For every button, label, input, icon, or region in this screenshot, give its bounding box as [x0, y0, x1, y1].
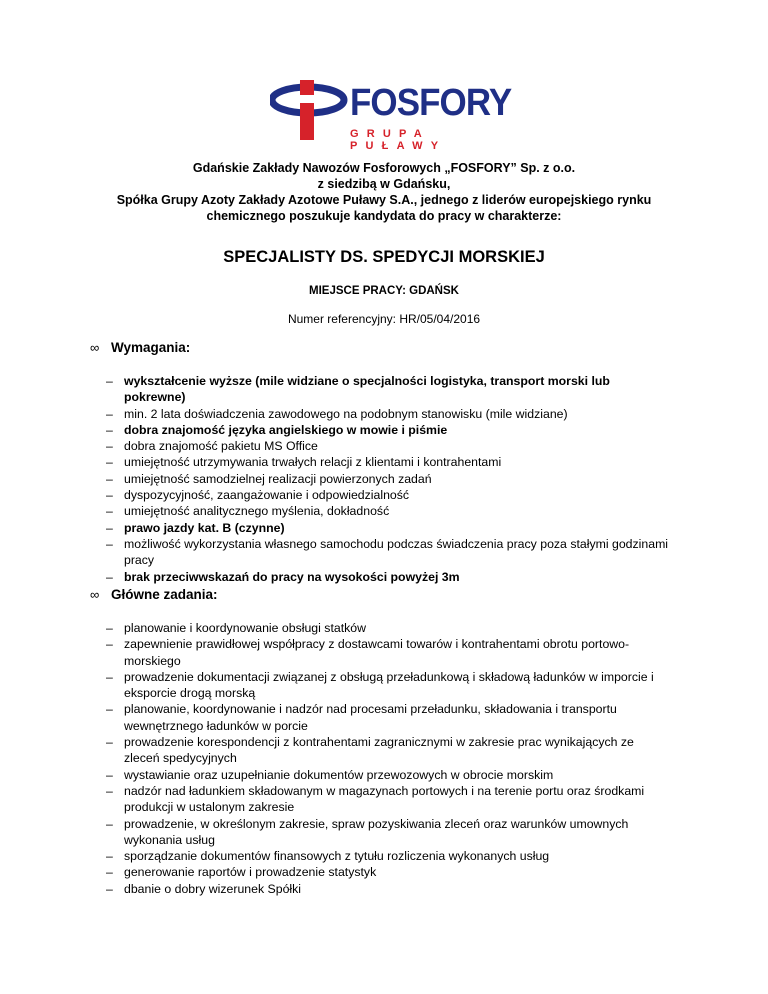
dash-bullet-icon: –	[106, 637, 113, 652]
list-item-text: prowadzenie korespondencji z kontrahentami zagranicznymi w zakresie prac wynikających ze zleceń spedycyjnych	[124, 735, 634, 766]
infinity-bullet-icon: ∞	[90, 587, 100, 602]
list-item	[106, 701, 672, 734]
company-intro	[90, 160, 678, 224]
dash-bullet-icon: –	[106, 455, 113, 470]
list-item	[106, 569, 672, 585]
logo-brand-text: FOSFORY	[350, 82, 512, 124]
list-item-text: generowanie raportów i prowadzenie statystyk	[124, 865, 377, 880]
list-item	[106, 734, 672, 767]
list-item	[106, 454, 672, 470]
list-item-text: dbanie o dobry wizerunek Spółki	[124, 881, 302, 896]
list-item	[106, 503, 672, 519]
list-item	[106, 471, 672, 487]
dash-bullet-icon: –	[106, 504, 113, 519]
list-item-text: wystawianie oraz uzupełnianie dokumentów przewozowych w obrocie morskim	[124, 767, 554, 782]
list-item-text: prowadzenie, w określonym zakresie, spraw pozyskiwania zleceń oraz warunków umownych wykonania usług	[124, 816, 629, 847]
list-item-text: możliwość wykorzystania własnego samochodu podczas świadczenia pracy poza stałymi godzinami pracy	[124, 536, 669, 568]
tasks-list	[106, 620, 672, 897]
logo-subtitle: GRUPA PUŁAWY	[350, 128, 447, 152]
list-item	[106, 406, 672, 422]
reference-number: Numer referencyjny: HR/05/04/2016	[287, 312, 481, 326]
list-item	[106, 487, 672, 503]
list-item	[106, 864, 672, 880]
list-item-text: nadzór nad ładunkiem składowanym w magazynach portowych i na terenie portu oraz środkami produkcji w ustalonym zakresie	[124, 783, 645, 815]
tasks-heading	[90, 587, 218, 602]
list-item	[106, 422, 672, 438]
intro-line: Gdańskie Zakłady Nawozów Fosforowych „FOSFORY” Sp. z o.o.	[192, 161, 576, 175]
list-item-text: planowanie, koordynowanie i nadzór nad procesami przeładunku, składowania i transportu wewnętrznego ładunków w porcie	[124, 702, 617, 733]
infinity-bullet-icon: ∞	[90, 340, 100, 355]
list-item	[106, 536, 672, 569]
list-item	[106, 373, 672, 406]
dash-bullet-icon: –	[106, 422, 113, 437]
dash-bullet-icon: –	[106, 536, 113, 551]
list-item	[106, 767, 672, 783]
dash-bullet-icon: –	[106, 471, 113, 486]
tasks-heading-label: Główne zadania:	[111, 587, 218, 602]
intro-line: chemicznego poszukuje kandydata do pracy w charakterze:	[206, 209, 562, 223]
intro-line: z siedzibą w Gdańsku,	[317, 177, 451, 191]
list-item-text: sporządzanie dokumentów finansowych z tytułu rozliczenia wykonanych usług	[124, 849, 550, 864]
dash-bullet-icon: –	[106, 702, 113, 717]
list-item-text: umiejętność samodzielnej realizacji powierzonych zadań	[124, 471, 432, 486]
list-item	[106, 848, 672, 864]
job-title: SPECJALISTY DS. SPEDYCJI MORSKIEJ	[223, 248, 545, 266]
dash-bullet-icon: –	[106, 374, 113, 388]
list-item-text: prowadzenie dokumentacji związanej z obsługą przeładunkową i składową ładunków w imporcie i eksporcie drogą morską	[124, 669, 654, 701]
dash-bullet-icon: –	[106, 621, 113, 635]
dash-bullet-icon: –	[106, 520, 113, 535]
dash-bullet-icon: –	[106, 735, 113, 750]
list-item-text: umiejętność utrzymywania trwałych relacji z klientami i kontrahentami	[124, 455, 502, 470]
list-item	[106, 881, 672, 897]
list-item	[106, 816, 672, 849]
list-item-text: wykształcenie wyższe (mile widziane o specjalności logistyka, transport morski lub pokrewne)	[124, 374, 610, 405]
dash-bullet-icon: –	[106, 881, 113, 896]
list-item	[106, 783, 672, 816]
list-item-text: prawo jazdy kat. B (czynne)	[124, 520, 285, 535]
dash-bullet-icon: –	[106, 849, 113, 864]
list-item	[106, 620, 672, 636]
dash-bullet-icon: –	[106, 865, 113, 880]
list-item-text: brak przeciwwskazań do pracy na wysokości powyżej 3m	[124, 569, 460, 584]
list-item	[106, 520, 672, 536]
list-item	[106, 636, 672, 669]
dash-bullet-icon: –	[106, 406, 113, 421]
dash-bullet-icon: –	[106, 669, 113, 684]
dash-bullet-icon: –	[106, 816, 113, 831]
dash-bullet-icon: –	[106, 783, 113, 798]
dash-bullet-icon: –	[106, 439, 113, 454]
work-location: MIEJSCE PRACY: GDAŃSK	[309, 285, 459, 297]
fosfory-logo	[270, 78, 512, 152]
list-item-text: dobra znajomość pakietu MS Office	[124, 439, 318, 454]
requirements-heading	[90, 340, 190, 355]
list-item-text: dyspozycyjność, zaangażowanie i odpowiedzialność	[124, 488, 410, 503]
list-item-text: zapewnienie prawidłowej współpracy z dostawcami towarów i kontrahentami obrotu portowo-morskiego	[124, 637, 630, 668]
dash-bullet-icon: –	[106, 569, 113, 584]
fosfory-emblem-icon	[270, 78, 354, 148]
list-item	[106, 438, 672, 454]
requirements-list	[106, 373, 672, 585]
list-item-text: planowanie i koordynowanie obsługi statków	[124, 621, 366, 635]
list-item-text: min. 2 lata doświadczenia zawodowego na podobnym stanowisku (mile widziane)	[124, 406, 568, 421]
dash-bullet-icon: –	[106, 488, 113, 503]
list-item	[106, 669, 672, 702]
list-item-text: dobra znajomość języka angielskiego w mowie i piśmie	[124, 422, 448, 437]
intro-line: Spółka Grupy Azoty Zakłady Azotowe Puławy S.A., jednego z liderów europejskiego rynku	[116, 193, 652, 207]
dash-bullet-icon: –	[106, 767, 113, 782]
list-item-text: umiejętność analitycznego myślenia, dokładność	[124, 504, 390, 519]
requirements-heading-label: Wymagania:	[111, 340, 191, 355]
